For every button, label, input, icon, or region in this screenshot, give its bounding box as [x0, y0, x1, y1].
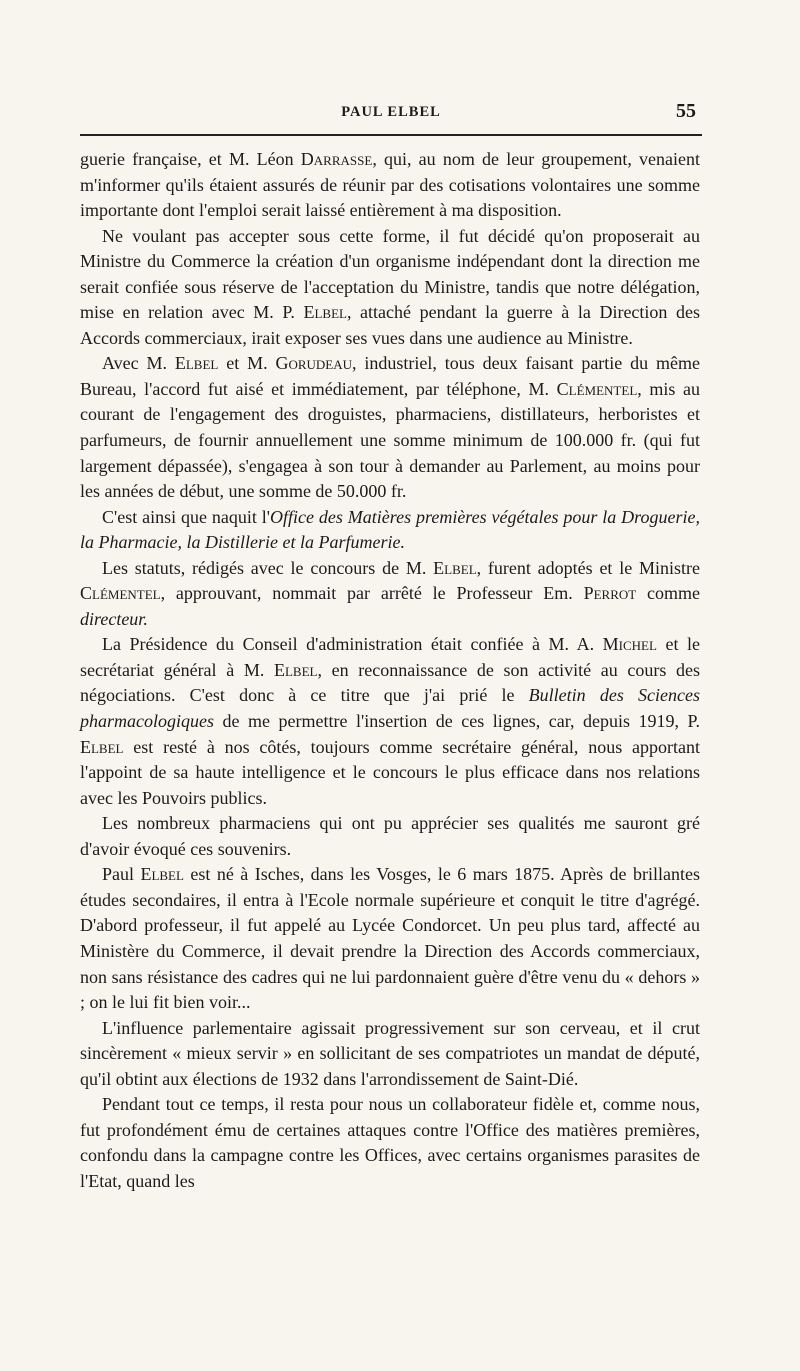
- text-run: Ne voulant pas accepter sous cette forme, il fut décidé qu'on proposerait au Ministre du Commerce la création d'un organisme indépendant dont la direction me serait confiée sous réserve de l'acceptation du Ministre, tandis que notre délégation, mise en relation avec M. P.: [80, 225, 700, 323]
- body-text: [80, 147, 700, 1194]
- small-caps-name: Elbel: [80, 736, 124, 757]
- text-run: comme: [636, 583, 701, 604]
- text-run: , industriel, tous deux faisant partie du même Bureau, l'accord fut aisé et immédiatement, par téléphone, M.: [80, 353, 700, 399]
- paragraph: [80, 224, 700, 352]
- running-head: [80, 100, 702, 124]
- paragraph: [80, 147, 700, 224]
- text-run: , attaché pendant la guerre à la Direction des Accords commerciaux, irait exposer ses vues dans une audience au Ministre.: [80, 302, 700, 348]
- text-run: est né à Isches, dans les Vosges, le 6 mars 1875. Après de brillantes études secondaires, il entra à l'Ecole normale supérieure et conquit le titre d'agrégé. D'abord professeur, il fut appelé au Lycée Condorcet. Un peu plus tard, affecté au Ministère du Commerce, il devait prendre la Direction des Accords commerciaux, non sans résistance des cadres qui ne lui pardonnaient guère d'être venu du « dehors » ; on le lui fit bien voir...: [80, 864, 700, 1013]
- small-caps-name: Clémentel: [80, 583, 161, 604]
- paragraph: [80, 862, 700, 1015]
- text-run: de me permettre l'insertion de ces lignes, car, depuis 1919, P.: [214, 711, 700, 732]
- text-run: guerie française, et M. Léon: [80, 149, 301, 169]
- small-caps-name: Perrot: [583, 583, 637, 604]
- text-run: et le secrétariat général à M.: [80, 634, 701, 680]
- text-run: , furent adoptés et le Ministre: [476, 557, 700, 578]
- small-caps-name: Michel: [602, 634, 657, 655]
- header-rule: [80, 134, 702, 136]
- page-number: 55: [676, 100, 696, 122]
- small-caps-name: Clémentel: [556, 378, 638, 399]
- text-run: Les nombreux pharmaciens qui ont pu apprécier ses qualités me sauront gré d'avoir évoqué ces souvenirs.: [80, 813, 700, 859]
- paragraph: [80, 632, 700, 811]
- small-caps-name: Elbel: [140, 864, 184, 885]
- text-run: La Présidence du Conseil d'administration était confiée à M. A.: [102, 634, 603, 655]
- text-run: Les statuts, rédigés avec le concours de M.: [102, 557, 434, 578]
- small-caps-name: Elbel: [433, 557, 477, 578]
- italic-text: directeur.: [80, 608, 148, 629]
- text-run: Avec M.: [102, 353, 175, 374]
- text-run: et M.: [218, 353, 276, 374]
- small-caps-name: Darrasse: [300, 149, 373, 169]
- text-run: , qui, au nom de leur groupement, venaient m'informer qu'ils étaient assurés de réunir par des cotisations volontaires une somme importante dont l'emploi serait laissé entièrement à ma disposition.: [80, 149, 700, 221]
- text-run: L'influence parlementaire agissait progressivement sur son cerveau, et il crut sincèrement « mieux servir » en sollicitant de ses compatriotes un mandat de député, qu'il obtint aux élections de 1932 dans l'arrondissement de Saint-Dié.: [80, 1017, 700, 1089]
- text-run: Pendant tout ce temps, il resta pour nous un collaborateur fidèle et, comme nous, fut profondément ému de certaines attaques contre l'Office des matières premières, confondu dans la campagne contre les Offices, avec certains organismes parasites de l'Etat, quand les: [80, 1094, 700, 1191]
- text-run: C'est ainsi que naquit l': [102, 506, 271, 527]
- small-caps-name: Gorudeau: [275, 353, 353, 374]
- paragraph: [80, 811, 700, 862]
- italic-text: Office des Matières premières végétales pour la Droguerie, la Pharmacie, la Distillerie et la Parfumerie.: [80, 506, 700, 553]
- paragraph: [80, 556, 700, 633]
- small-caps-name: Elbel: [174, 353, 219, 374]
- paragraph: [80, 505, 700, 556]
- small-caps-name: Elbel: [273, 659, 318, 680]
- text-run: est resté à nos côtés, toujours comme secrétaire général, nous apportant l'appoint de sa haute intelligence et le concours le plus efficace dans nos relations avec les Pouvoirs publics.: [80, 736, 700, 808]
- text-run: , mis au courant de l'engagement des droguistes, pharmaciens, distillateurs, herboristes et parfumeurs, de fournir annuellement une somme minimum de 100.000 fr. (qui fut largement dépassée), s'engagea à son tour à demander au Parlement, au moins pour les années de début, une somme de 50.000 fr.: [80, 378, 701, 502]
- paragraph: [80, 1016, 700, 1093]
- small-caps-name: Elbel: [303, 302, 347, 323]
- italic-text: Bulletin des Sciences pharmacologiques: [80, 685, 700, 732]
- text-run: , approuvant, nommait par arrêté le Professeur Em.: [160, 583, 584, 604]
- running-title: PAUL ELBEL: [341, 104, 441, 120]
- text-run: , en reconnaissance de son activité au cours des négociations. C'est donc à ce titre que j'ai prié le: [80, 659, 700, 706]
- paragraph: [80, 351, 700, 504]
- paragraph: [80, 1092, 700, 1194]
- text-run: Paul: [102, 864, 141, 885]
